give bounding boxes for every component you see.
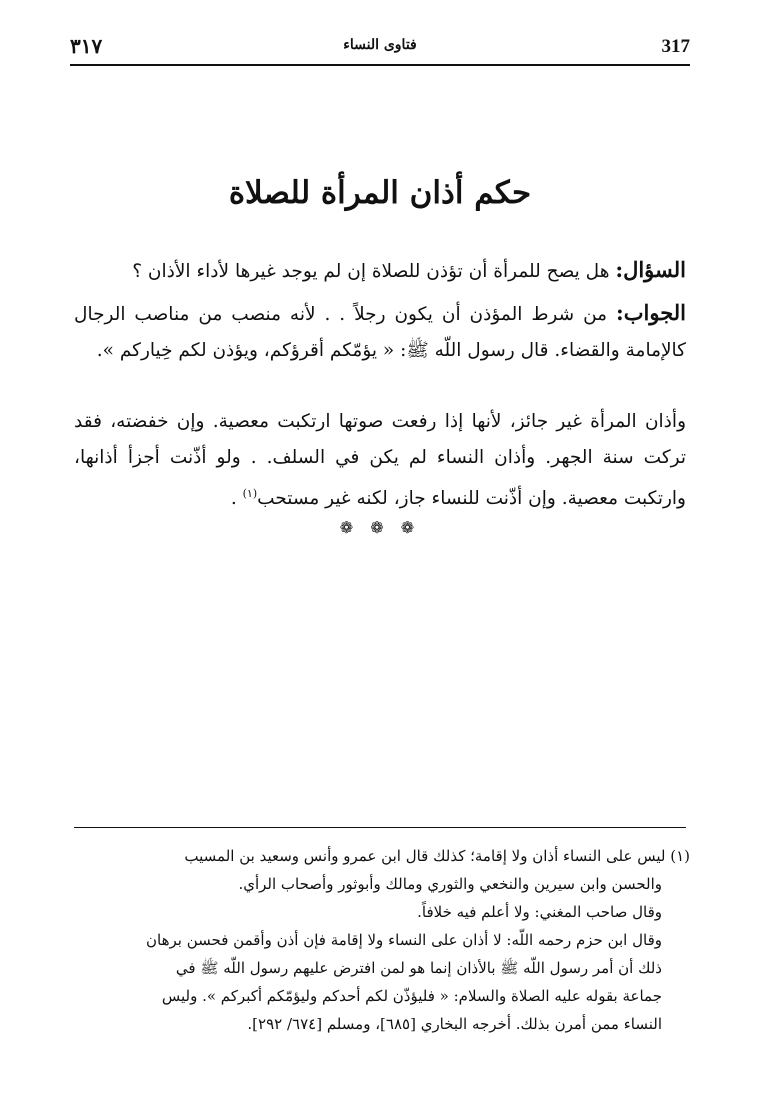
running-header [70,34,690,60]
footnote-reference[interactable]: (١) [242,487,258,500]
answer-label: الجواب: [616,300,686,325]
footnote-line: ذلك أن أمر رسول اللّه ﷺ بالأذان إنما هو لمن افترض عليهم رسول اللّه ﷺ في [175,959,662,977]
page-number-arabic: ٣١٧ [70,34,103,58]
footnote-line: وقال صاحب المغني: ولا أعلم فيه خلافاً. [417,903,662,921]
page-number-latin: 317 [661,36,690,57]
question-text: هل يصح للمرأة أن تؤذن للصلاة إن لم يوجد غيرها لأداء الأذان ؟ [132,261,616,282]
chapter-title: حكم أذان المرأة للصلاة [228,175,532,211]
section-separator: ❁ ❁ ❁ [339,518,421,537]
footnotes [70,842,690,1038]
header-rule [70,64,690,66]
paragraph-text: وأذان المرأة غير جائز، لأنها إذا رفعت صوتها ارتكبت معصية. وإن خفضته، فقد تركت سنة الجهر. وأذان النساء لم يكن في السلف. . ولو أذّنت أجزأ أذانها، وارتكبت معصية. وإن أذّنت للنساء جاز، لكنه غير مستحب [74,411,686,510]
answer-paragraph [74,295,686,369]
answer-text: من شرط المؤذن أن يكون رجلاً . . لأنه منصب من مناصب الرجال كالإمامة والقضاء. قال رسول اللّه ﷺ: « يؤمّكم أقرؤكم، ويؤذن لكم خِياركم ». [74,304,686,361]
question-label: السؤال: [615,257,686,282]
running-title: فتاوى النساء [343,37,417,53]
paragraph-end: . [230,488,243,510]
footnote-line: النساء ممن أمرن بذلك. أخرجه البخاري [٦٨٥]، ومسلم [٦٧٤/ ٢٩٢]. [247,1015,662,1033]
footnote-rule [74,827,686,828]
footnote-line: (١) ليس على النساء أذان ولا إقامة؛ كذلك قال ابن عمرو وأنس وسعيد بن المسيب [184,847,690,865]
body-paragraph [74,404,686,517]
question-paragraph [74,252,686,290]
footnote-line: جماعة بقوله عليه الصلاة والسلام: « فليؤذّن لكم أحدكم وليؤمّكم أكبركم ». وليس [161,987,662,1005]
footnote-line: وقال ابن حزم رحمه اللّه: لا أذان على النساء ولا إقامة فإن أذن وأقمن فحسن برهان [146,931,662,949]
footnote-line: والحسن وابن سيرين والنخعي والثوري ومالك وأبوثور وأصحاب الرأي. [238,875,662,893]
